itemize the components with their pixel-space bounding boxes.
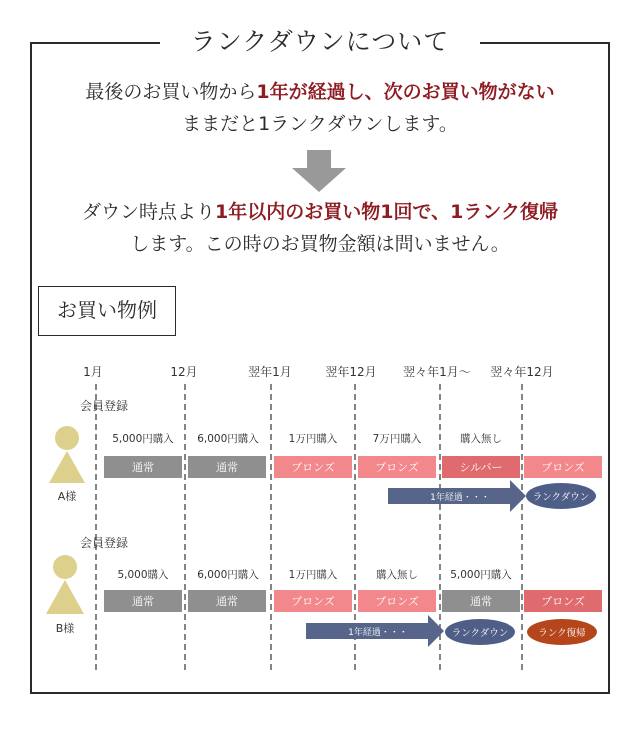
- example-label: お買い物例: [38, 286, 176, 336]
- rule-rankdown-highlight: 1年が経過し、次のお買い物がない: [256, 81, 555, 103]
- rankdown-label-a: ランクダウン: [532, 492, 590, 503]
- page-title: ランクダウンについて: [160, 24, 480, 60]
- customer-name-b: B様: [55, 622, 75, 635]
- person-icon: [49, 426, 85, 483]
- rankdown-label-b: ランクダウン: [451, 628, 509, 639]
- rank-label: 通常: [132, 461, 154, 474]
- rank-label: 通常: [216, 461, 238, 474]
- rank-row-b: [104, 590, 602, 612]
- purchase-label: 6,000円購入: [197, 569, 259, 581]
- rank-row-a: [104, 456, 602, 478]
- rule-rankdown-pre: 最後のお買い物から: [85, 81, 257, 103]
- elapsed-label-a: 1年経過・・・: [430, 493, 490, 503]
- timeline-label: 12月: [170, 365, 198, 379]
- rank-label: ブロンズ: [291, 595, 335, 608]
- purchase-label: 1万円購入: [288, 433, 338, 445]
- rank-label: 通常: [132, 595, 154, 608]
- purchase-label: 1万円購入: [288, 569, 338, 581]
- timeline-label: 1月: [83, 365, 103, 379]
- rank-label: ブロンズ: [375, 461, 419, 474]
- rule-recover-highlight: 1年以内のお買い物1回で、1ランク復帰: [215, 201, 558, 223]
- purchase-label: 7万円購入: [372, 433, 422, 445]
- timeline-label: 翌々年12月: [490, 365, 554, 379]
- rank-label: シルバー: [459, 461, 503, 474]
- recover-label-b: ランク復帰: [538, 628, 586, 639]
- rank-label: 通常: [216, 595, 238, 608]
- register-label-b: 会員登録: [80, 536, 129, 550]
- timeline-label: 翌年1月: [248, 365, 292, 379]
- elapsed-label-b: 1年経過・・・: [348, 628, 408, 638]
- purchase-label: 購入無し: [460, 433, 502, 445]
- timeline-label: 翌年12月: [325, 365, 377, 379]
- register-label-a: 会員登録: [80, 399, 129, 413]
- timeline-label: 翌々年1月〜: [403, 365, 471, 379]
- purchase-label: 5,000購入: [117, 569, 169, 581]
- purchase-label: 5,000円購入: [112, 433, 174, 445]
- rule-recover-line2: します。この時のお買物金額は問いません。: [130, 233, 510, 255]
- purchase-label: 6,000円購入: [197, 433, 259, 445]
- rank-label: ブロンズ: [291, 461, 335, 474]
- rank-label: ブロンズ: [541, 461, 585, 474]
- rule-rankdown-line2: ままだと1ランクダウンします。: [182, 113, 458, 135]
- purchase-label: 5,000円購入: [450, 569, 512, 581]
- purchase-label: 購入無し: [376, 569, 418, 581]
- person-icon: [46, 555, 84, 614]
- rank-label: ブロンズ: [541, 595, 585, 608]
- rule-recover-pre: ダウン時点より: [82, 201, 216, 223]
- rank-label: 通常: [470, 595, 492, 608]
- rank-label: ブロンズ: [375, 595, 419, 608]
- customer-name-a: A様: [57, 490, 77, 503]
